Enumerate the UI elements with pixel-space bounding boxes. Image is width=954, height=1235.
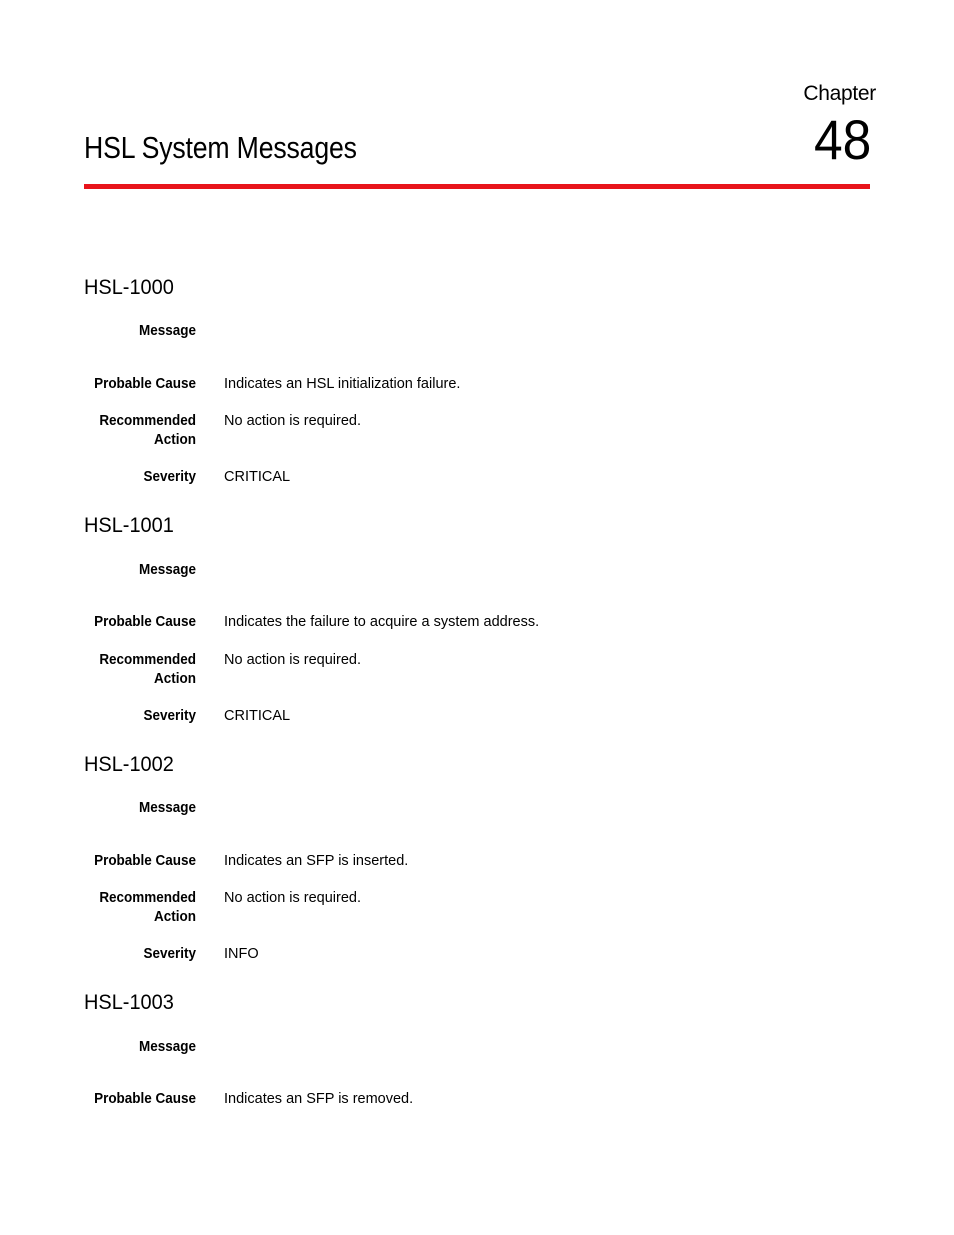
recommended-action-label: Recommended Action bbox=[99, 890, 196, 925]
section-heading: HSL-1003 bbox=[84, 991, 174, 1014]
probable-cause-value: Indicates the failure to acquire a system address. bbox=[224, 614, 540, 630]
severity-value: CRITICAL bbox=[224, 708, 291, 724]
probable-cause-label: Probable Cause bbox=[94, 376, 196, 392]
section-heading: HSL-1000 bbox=[84, 276, 174, 299]
section-heading: HSL-1002 bbox=[84, 753, 174, 776]
chapter-number: 48 bbox=[813, 108, 871, 171]
message-label: Message bbox=[139, 562, 196, 578]
probable-cause-value: Indicates an SFP is removed. bbox=[224, 1091, 414, 1107]
section-heading: HSL-1001 bbox=[84, 514, 174, 537]
probable-cause-label: Probable Cause bbox=[94, 614, 196, 630]
probable-cause-value: Indicates an HSL initialization failure. bbox=[224, 376, 461, 392]
severity-label: Severity bbox=[143, 469, 196, 485]
severity-value: CRITICAL bbox=[224, 469, 291, 485]
recommended-action-value: No action is required. bbox=[224, 413, 362, 429]
recommended-action-value: No action is required. bbox=[224, 652, 362, 668]
severity-label: Severity bbox=[143, 946, 196, 962]
recommended-action-value: No action is required. bbox=[224, 890, 362, 906]
message-label: Message bbox=[139, 323, 196, 339]
probable-cause-label: Probable Cause bbox=[94, 1091, 196, 1107]
page-title: HSL System Messages bbox=[84, 130, 357, 165]
title-rule bbox=[84, 184, 870, 189]
chapter-label: Chapter bbox=[803, 82, 876, 105]
severity-label: Severity bbox=[143, 708, 196, 724]
probable-cause-label: Probable Cause bbox=[94, 853, 196, 869]
severity-value: INFO bbox=[224, 946, 259, 962]
probable-cause-value: Indicates an SFP is inserted. bbox=[224, 853, 409, 869]
recommended-action-label: Recommended Action bbox=[99, 652, 196, 687]
message-label: Message bbox=[139, 1039, 196, 1055]
recommended-action-label: Recommended Action bbox=[99, 413, 196, 448]
message-label: Message bbox=[139, 800, 196, 816]
